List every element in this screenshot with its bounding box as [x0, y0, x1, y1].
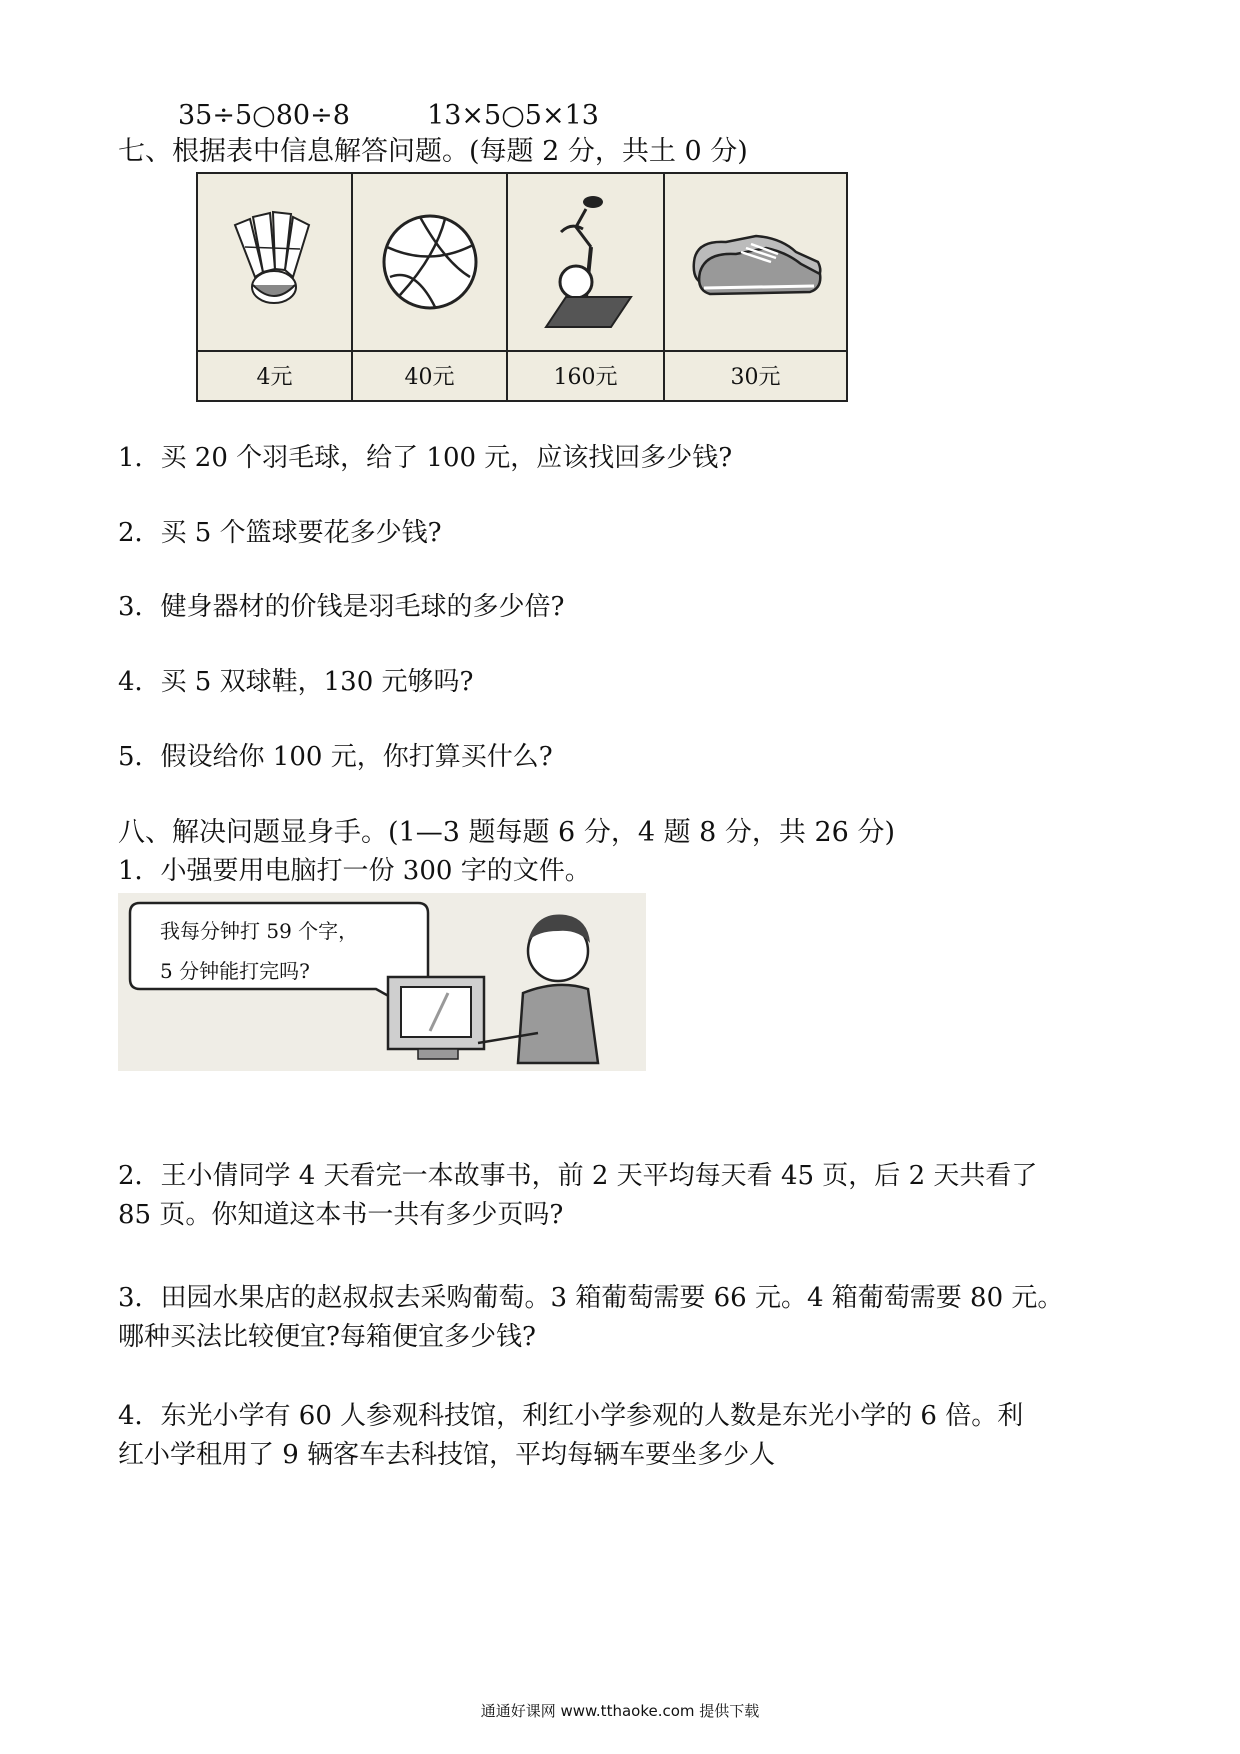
price-table: [196, 172, 848, 402]
badminton-shuttlecock-icon: [198, 174, 351, 350]
bubble-line-1: 我每分钟打 59 个字，: [160, 919, 359, 943]
question-8-3-line-2: 哪种买法比较便宜?每箱便宜多少钱?: [118, 1322, 536, 1352]
price-sneakers: 30元: [730, 365, 781, 390]
basketball-icon: [353, 174, 506, 350]
question-8-3-line-1: 3．田园水果店的赵叔叔去采购葡萄。3 箱葡萄需要 66 元。4 箱葡萄需要 80 元。: [118, 1283, 1064, 1313]
sneakers-icon: [665, 174, 846, 350]
exercise-bike-icon: [508, 174, 663, 350]
price-basketball: 40元: [404, 365, 455, 390]
speech-bubble: [160, 911, 358, 991]
question-8-1: 1．小强要用电脑打一份 300 字的文件。: [118, 856, 591, 886]
question-8-4-line-1: 4．东光小学有 60 人参观科技馆，利红小学参观的人数是东光小学的 6 倍。利: [118, 1401, 1024, 1431]
question-7-5: 5．假设给你 100 元，你打算买什么?: [118, 742, 553, 772]
question-7-1: 1．买 20 个羽毛球，给了 100 元，应该找回多少钱?: [118, 443, 733, 473]
table-cell-sneakers: [665, 174, 848, 400]
question-7-2: 2．买 5 个篮球要花多少钱?: [118, 518, 442, 548]
table-cell-exercise-bike: [508, 174, 665, 400]
price-exercise-bike: 160元: [553, 365, 618, 390]
question-8-2-line-1: 2．王小倩同学 4 天看完一本故事书，前 2 天平均每天看 45 页，后 2 天共看了: [118, 1161, 1038, 1191]
table-cell-badminton: [198, 174, 353, 400]
bubble-line-2: 5 分钟能打完吗?: [160, 959, 310, 983]
table-row-divider: [198, 350, 846, 352]
question-7-4: 4．买 5 双球鞋，130 元够吗?: [118, 667, 474, 697]
price-badminton: 4元: [256, 365, 293, 390]
section-8-title: 八、解决问题显身手。(1—3 题每题 6 分，4 题 8 分，共 26 分): [118, 817, 895, 848]
section-7-title: 七、根据表中信息解答问题。(每题 2 分，共土 0 分): [118, 136, 748, 167]
question-8-4-line-2: 红小学租用了 9 辆客车去科技馆，平均每辆车要坐多少人: [118, 1440, 776, 1470]
comparison-expr-2: 13×5○5×13: [427, 100, 599, 131]
typing-illustration: [118, 893, 646, 1071]
comparison-exercises: [178, 98, 599, 134]
footer-download-note: 通通好课网 www.tthaoke.com 提供下载: [480, 1702, 760, 1720]
question-8-2-line-2: 85 页。你知道这本书一共有多少页吗?: [118, 1200, 564, 1230]
question-7-3: 3．健身器材的价钱是羽毛球的多少倍?: [118, 592, 565, 622]
table-cell-basketball: [353, 174, 508, 400]
comparison-expr-1: 35÷5○80÷8: [178, 100, 350, 131]
